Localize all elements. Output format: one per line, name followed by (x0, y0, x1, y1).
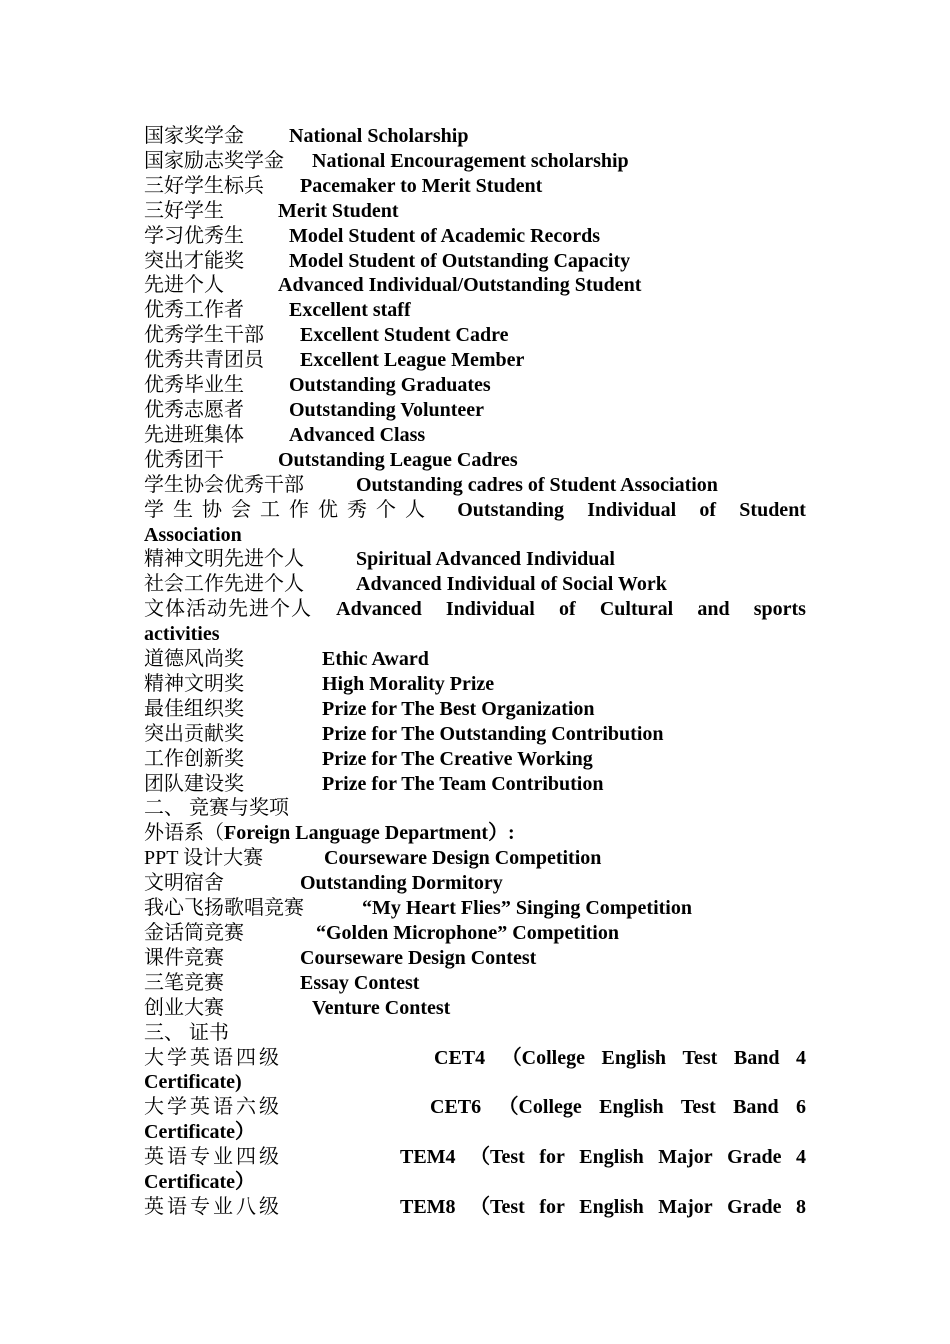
award-row-culture-sports (144, 597, 806, 647)
award-row-zh: 三好学生标兵 (144, 174, 264, 197)
award-row (144, 473, 806, 498)
prize-row (144, 747, 806, 772)
certificate-en-word: （College (498, 1096, 582, 1119)
award-row-zh: 先进班集体 (144, 423, 244, 446)
certificate-en-word: English (579, 1146, 644, 1169)
department-line (144, 821, 806, 846)
certificate-en (400, 1195, 806, 1220)
contest-row (144, 871, 806, 896)
award-row-en: National Encouragement scholarship (312, 149, 629, 172)
award-list (144, 124, 806, 498)
award-row (144, 149, 806, 174)
certificate-en-word: （Test (470, 1195, 525, 1218)
award-row (144, 298, 806, 323)
award-row-zh: 优秀学生干部 (144, 324, 264, 347)
award-row (144, 348, 806, 373)
award-row-en: Model Student of Academic Records (289, 224, 601, 247)
certificate-row (144, 1046, 806, 1096)
certificate-en-word: Grade (727, 1195, 782, 1218)
certificate-en-word: English (601, 1046, 666, 1069)
dept-name: Foreign Language Department (224, 822, 489, 845)
award-row-zh: 学生协会优秀干部 (144, 473, 304, 496)
certificate-en-word: Test (680, 1096, 716, 1119)
contest-row-zh: 创业大赛 (144, 996, 224, 1019)
award-en-word: Student (739, 498, 806, 521)
prize-row (144, 672, 806, 697)
award-en-word: sports (753, 598, 806, 621)
prize-row-en: Ethic Award (322, 648, 429, 671)
award-row-en: Excellent League Member (300, 349, 525, 372)
prize-row (144, 722, 806, 747)
certificate-zh: 英语专业四级 (144, 1146, 282, 1169)
award-row-en: Pacemaker to Merit Student (300, 174, 543, 197)
certificate-en-word: Grade (727, 1146, 782, 1169)
prize-row-en: Prize for The Outstanding Contribution (322, 722, 664, 745)
certificate-row (144, 1195, 806, 1220)
award-row-en: Advanced Individual/Outstanding Student (278, 274, 642, 297)
certificate-en-word: 8 (796, 1195, 806, 1218)
prize-row-en: Prize for The Best Organization (322, 697, 595, 720)
certificate-zh: 大学英语四级 (144, 1046, 282, 1069)
award-en-word: of (559, 598, 576, 621)
contest-row (144, 971, 806, 996)
award-row-zh: 三好学生 (144, 199, 224, 222)
certificate-en-word: TEM4 (400, 1146, 456, 1169)
award-en-word: Advanced (336, 598, 422, 621)
award-row-en: Excellent Student Cadre (300, 324, 509, 347)
award-row-zh: 社会工作先进个人 (144, 573, 304, 596)
award-row-en: Excellent staff (289, 299, 411, 322)
certificate-en-word: （College (501, 1046, 585, 1069)
certificate-en-word: Test (682, 1046, 718, 1069)
certificate-en-continuation: Certificate） (144, 1121, 256, 1144)
contest-row-zh: 文明宿舍 (144, 872, 224, 895)
contest-row (144, 946, 806, 971)
prize-row-en: High Morality Prize (322, 672, 495, 695)
award-row (144, 124, 806, 149)
award-list-2 (144, 547, 806, 597)
award-row (144, 323, 806, 348)
award-row-en: Outstanding cadres of Student Association (356, 473, 718, 496)
prize-list (144, 647, 806, 796)
award-en-continuation: Association (144, 523, 242, 546)
award-row-en: National Scholarship (289, 125, 469, 147)
award-row-zh: 优秀毕业生 (144, 374, 244, 397)
prize-row (144, 647, 806, 672)
certificate-en-word: （Test (470, 1146, 525, 1169)
award-en-word: and (697, 598, 730, 621)
award-row-zh: 学习优秀生 (144, 224, 244, 247)
certificate-en (430, 1095, 806, 1120)
award-row-zh: 突出才能奖 (144, 249, 244, 272)
award-row-en: Outstanding Graduates (289, 374, 491, 397)
award-zh: 文体活动先进个人 (144, 598, 312, 621)
contest-row-en: Essay Contest (300, 971, 420, 994)
prize-row (144, 772, 806, 797)
award-row (144, 273, 806, 298)
award-row-en: Model Student of Outstanding Capacity (289, 249, 631, 272)
contest-row (144, 896, 806, 921)
contest-row-en: Courseware Design Contest (300, 946, 537, 969)
award-row-zh: 优秀志愿者 (144, 398, 244, 421)
certificate-row (144, 1145, 806, 1195)
certificate-en-word: English (599, 1096, 664, 1119)
award-en-word: Individual (587, 498, 677, 521)
award-row (144, 423, 806, 448)
award-en-word: of (699, 498, 717, 521)
certificate-en-word: 4 (796, 1146, 806, 1169)
award-en-word: Outstanding (457, 498, 564, 521)
award-row (144, 174, 806, 199)
award-row-zh: 国家奖学金 (144, 125, 244, 147)
prize-row-zh: 突出贡献奖 (144, 722, 244, 745)
prize-row-en: Prize for The Team Contribution (322, 772, 604, 795)
award-row (144, 199, 806, 224)
prize-row-zh: 道德风尚奖 (144, 648, 244, 671)
certificate-en-word: CET4 (434, 1046, 486, 1069)
award-row (144, 373, 806, 398)
prize-row-en: Prize for The Creative Working (322, 747, 593, 770)
award-row (144, 547, 806, 572)
contest-row (144, 846, 806, 871)
contest-row-en: Outstanding Dormitory (300, 872, 503, 895)
contest-row-zh: 课件竞赛 (144, 946, 224, 969)
award-row-zh: 优秀团干 (144, 448, 224, 471)
certificate-en-word: Major (658, 1146, 713, 1169)
award-row-zh: 精神文明先进个人 (144, 548, 304, 571)
award-row (144, 448, 806, 473)
certificate-en (434, 1046, 806, 1071)
award-row-en: Outstanding League Cadres (278, 448, 518, 471)
prize-row-zh: 精神文明奖 (144, 672, 244, 695)
certificate-row (144, 1095, 806, 1145)
certificate-en-word: English (579, 1195, 644, 1218)
award-row-en: Outstanding Volunteer (289, 398, 485, 421)
certificate-en-continuation: Certificate) (144, 1071, 242, 1094)
certificate-en-word: Band (733, 1096, 779, 1119)
certificate-zh: 英语专业八级 (144, 1195, 282, 1218)
award-row (144, 224, 806, 249)
prize-row (144, 697, 806, 722)
contest-row-zh: 金话筒竞赛 (144, 922, 244, 944)
contest-row (144, 996, 806, 1021)
document-page (144, 124, 806, 1220)
section-heading-certificates: 三、 证书 (144, 1021, 229, 1044)
contest-row-en: “My Heart Flies” Singing Competition (362, 897, 692, 920)
certificate-en-word: Major (658, 1195, 713, 1218)
section-heading-competitions: 二、 竞赛与奖项 (144, 797, 289, 820)
certificate-list (144, 1046, 806, 1220)
certificate-en (400, 1145, 806, 1170)
contest-row-en: “Golden Microphone” Competition (316, 922, 619, 944)
contest-row-en: Courseware Design Competition (324, 847, 602, 870)
award-row-en: Advanced Class (289, 423, 426, 446)
award-row (144, 249, 806, 274)
contest-row-zh: 三笔竞赛 (144, 971, 224, 994)
dept-open: 外语系（ (144, 822, 224, 845)
award-row-zh: 国家励志奖学金 (144, 149, 284, 172)
award-en-word: Cultural (599, 598, 674, 621)
certificate-en-word: TEM8 (400, 1195, 456, 1218)
contest-row-zh: 我心飞扬歌唱竞赛 (144, 897, 304, 920)
certificate-zh: 大学英语六级 (144, 1096, 282, 1119)
prize-row-zh: 团队建设奖 (144, 772, 244, 795)
certificate-en-word: 4 (796, 1046, 806, 1069)
contest-list (144, 846, 806, 1020)
contest-row-en: Venture Contest (312, 996, 451, 1019)
certificate-en-word: for (539, 1146, 565, 1169)
award-row (144, 398, 806, 423)
certificate-en-word: Band (733, 1046, 780, 1069)
award-zh: 学生协会工作优秀个人 (144, 498, 434, 521)
award-row-en: Spiritual Advanced Individual (356, 548, 615, 571)
award-en-word: Individual (445, 598, 535, 621)
award-row-en: Merit Student (278, 199, 399, 222)
certificate-en-continuation: Certificate） (144, 1171, 256, 1194)
dept-close: ）: (488, 822, 515, 845)
contest-row-zh: PPT 设计大赛 (144, 847, 264, 870)
certificate-en-word: 6 (795, 1096, 806, 1119)
award-row-en: Advanced Individual of Social Work (356, 573, 667, 596)
certificate-en-word: for (539, 1195, 565, 1218)
award-row (144, 572, 806, 597)
award-en-continuation: activities (144, 623, 220, 646)
award-row-zh: 优秀共青团员 (144, 349, 264, 372)
award-row-zh: 优秀工作者 (144, 299, 244, 322)
award-row-zh: 先进个人 (144, 274, 224, 297)
certificate-en-word: CET6 (430, 1096, 482, 1119)
prize-row-zh: 最佳组织奖 (144, 697, 244, 720)
award-row-student-association (144, 498, 806, 548)
contest-row (144, 921, 806, 946)
prize-row-zh: 工作创新奖 (144, 747, 244, 770)
